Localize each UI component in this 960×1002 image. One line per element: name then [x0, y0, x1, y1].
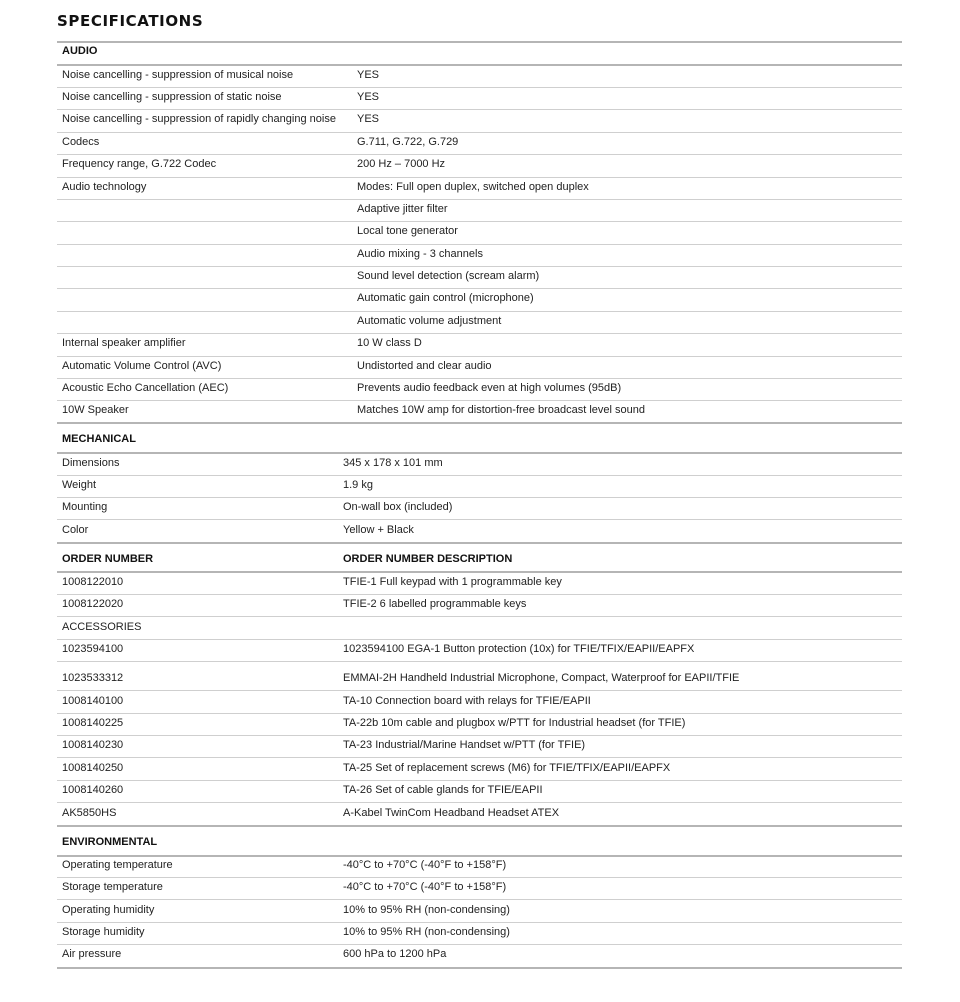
spec-value: YES: [357, 91, 380, 103]
spec-value: Sound level detection (scream alarm): [357, 270, 540, 282]
spec-label: Audio technology: [62, 181, 147, 193]
row-divider: [57, 542, 902, 544]
spec-label: Storage humidity: [62, 926, 145, 938]
spec-value: TFIE-2 6 labelled programmable keys: [343, 598, 527, 610]
row-divider: [57, 154, 902, 155]
section-header-value: ORDER NUMBER DESCRIPTION: [343, 553, 513, 565]
spec-value: Undistorted and clear audio: [357, 360, 492, 372]
spec-label: Air pressure: [62, 948, 122, 960]
row-divider: [57, 735, 902, 736]
spec-label: 1008122020: [62, 598, 124, 610]
spec-label: 1008140100: [62, 695, 124, 707]
spec-value: TFIE-1 Full keypad with 1 programmable key: [343, 576, 562, 588]
spec-value: -40°C to +70°C (-40°F to +158°F): [343, 881, 507, 893]
spec-label: ACCESSORIES: [62, 621, 142, 633]
spec-label: Noise cancelling - suppression of rapidly changing noise: [62, 113, 336, 125]
row-divider: [57, 944, 902, 945]
row-divider: [57, 356, 902, 357]
row-divider: [57, 825, 902, 827]
spec-value: TA-25 Set of replacement screws (M6) for TFIE/TFIX/EAPII/EAPFX: [343, 762, 671, 774]
row-divider: [57, 519, 902, 520]
spec-value: Audio mixing - 3 channels: [357, 248, 483, 260]
row-divider: [57, 855, 902, 857]
spec-value: YES: [357, 69, 380, 81]
section-header-label: AUDIO: [62, 45, 98, 57]
spec-value: 200 Hz – 7000 Hz: [357, 158, 446, 170]
spec-label: 1023533312: [62, 672, 124, 684]
row-divider: [57, 311, 902, 312]
spec-label: Frequency range, G.722 Codec: [62, 158, 217, 170]
row-divider: [57, 757, 902, 758]
row-divider: [57, 639, 902, 640]
row-divider: [57, 333, 902, 334]
row-divider: [57, 244, 902, 245]
row-divider: [57, 922, 902, 923]
spec-label: Acoustic Echo Cancellation (AEC): [62, 382, 229, 394]
row-divider: [57, 899, 902, 900]
row-divider: [57, 132, 902, 133]
spec-label: 1008122010: [62, 576, 124, 588]
spec-value: EMMAI-2H Handheld Industrial Microphone, Compact, Waterproof for EAPII/TFIE: [343, 672, 740, 684]
spec-value: TA-22b 10m cable and plugbox w/PTT for Industrial headset (for TFIE): [343, 717, 686, 729]
spec-label: Dimensions: [62, 457, 120, 469]
row-divider: [57, 177, 902, 178]
spec-value: On-wall box (included): [343, 501, 453, 513]
spec-label: Mounting: [62, 501, 108, 513]
spec-label: Automatic Volume Control (AVC): [62, 360, 222, 372]
spec-value: 345 x 178 x 101 mm: [343, 457, 443, 469]
spec-label: 1008140225: [62, 717, 124, 729]
spec-label: 1008140260: [62, 784, 124, 796]
spec-label: AK5850HS: [62, 807, 117, 819]
spec-label: 1023594100: [62, 643, 124, 655]
spec-label: Storage temperature: [62, 881, 163, 893]
row-divider: [57, 452, 902, 454]
row-divider: [57, 690, 902, 691]
spec-value: 1023594100 EGA-1 Button protection (10x) for TFIE/TFIX/EAPII/EAPFX: [343, 643, 695, 655]
spec-label: 1008140230: [62, 739, 124, 751]
row-divider: [57, 616, 902, 617]
spec-label: 1008140250: [62, 762, 124, 774]
spec-value: Automatic volume adjustment: [357, 315, 502, 327]
row-divider: [57, 109, 902, 110]
section-header-label: ENVIRONMENTAL: [62, 836, 158, 848]
spec-value: 1.9 kg: [343, 479, 373, 491]
spec-label: Operating temperature: [62, 859, 173, 871]
row-divider: [57, 378, 902, 379]
row-divider: [57, 422, 902, 424]
row-divider: [57, 594, 902, 595]
spec-label: Weight: [62, 479, 97, 491]
row-divider: [57, 41, 902, 43]
spec-value: TA-10 Connection board with relays for TFIE/EAPII: [343, 695, 591, 707]
spec-value: G.711, G.722, G.729: [357, 136, 459, 148]
spec-value: Prevents audio feedback even at high volumes (95dB): [357, 382, 622, 394]
spec-value: Local tone generator: [357, 225, 458, 237]
spec-value: YES: [357, 113, 380, 125]
row-divider: [57, 199, 902, 200]
spec-value: Automatic gain control (microphone): [357, 292, 534, 304]
spec-label: Internal speaker amplifier: [62, 337, 186, 349]
spec-value: 10 W class D: [357, 337, 422, 349]
page-title: SPECIFICATIONS: [57, 12, 204, 30]
row-divider: [57, 713, 902, 714]
row-divider: [57, 571, 902, 573]
row-divider: [57, 221, 902, 222]
spec-value: Modes: Full open duplex, switched open duplex: [357, 181, 589, 193]
spec-value: Matches 10W amp for distortion-free broadcast level sound: [357, 404, 645, 416]
spec-label: Color: [62, 524, 89, 536]
row-divider: [57, 877, 902, 878]
row-divider: [57, 497, 902, 498]
spec-value: A-Kabel TwinCom Headband Headset ATEX: [343, 807, 560, 819]
section-header-label: ORDER NUMBER: [62, 553, 154, 565]
spec-label: Noise cancelling - suppression of musical noise: [62, 69, 294, 81]
row-divider: [57, 967, 902, 969]
row-divider: [57, 87, 902, 88]
spec-value: 600 hPa to 1200 hPa: [343, 948, 447, 960]
spec-label: Codecs: [62, 136, 100, 148]
spec-value: 10% to 95% RH (non-condensing): [343, 904, 510, 916]
spec-value: 10% to 95% RH (non-condensing): [343, 926, 510, 938]
row-divider: [57, 475, 902, 476]
spec-label: Operating humidity: [62, 904, 155, 916]
row-divider: [57, 780, 902, 781]
section-header-label: MECHANICAL: [62, 433, 136, 445]
row-divider: [57, 64, 902, 66]
row-divider: [57, 288, 902, 289]
spec-value: TA-26 Set of cable glands for TFIE/EAPII: [343, 784, 543, 796]
row-divider: [57, 661, 902, 662]
spec-label: Noise cancelling - suppression of static noise: [62, 91, 282, 103]
spec-value: Yellow + Black: [343, 524, 414, 536]
spec-label: 10W Speaker: [62, 404, 129, 416]
row-divider: [57, 266, 902, 267]
spec-value: -40°C to +70°C (-40°F to +158°F): [343, 859, 507, 871]
row-divider: [57, 802, 902, 803]
row-divider: [57, 400, 902, 401]
spec-value: Adaptive jitter filter: [357, 203, 448, 215]
spec-value: TA-23 Industrial/Marine Handset w/PTT (for TFIE): [343, 739, 586, 751]
